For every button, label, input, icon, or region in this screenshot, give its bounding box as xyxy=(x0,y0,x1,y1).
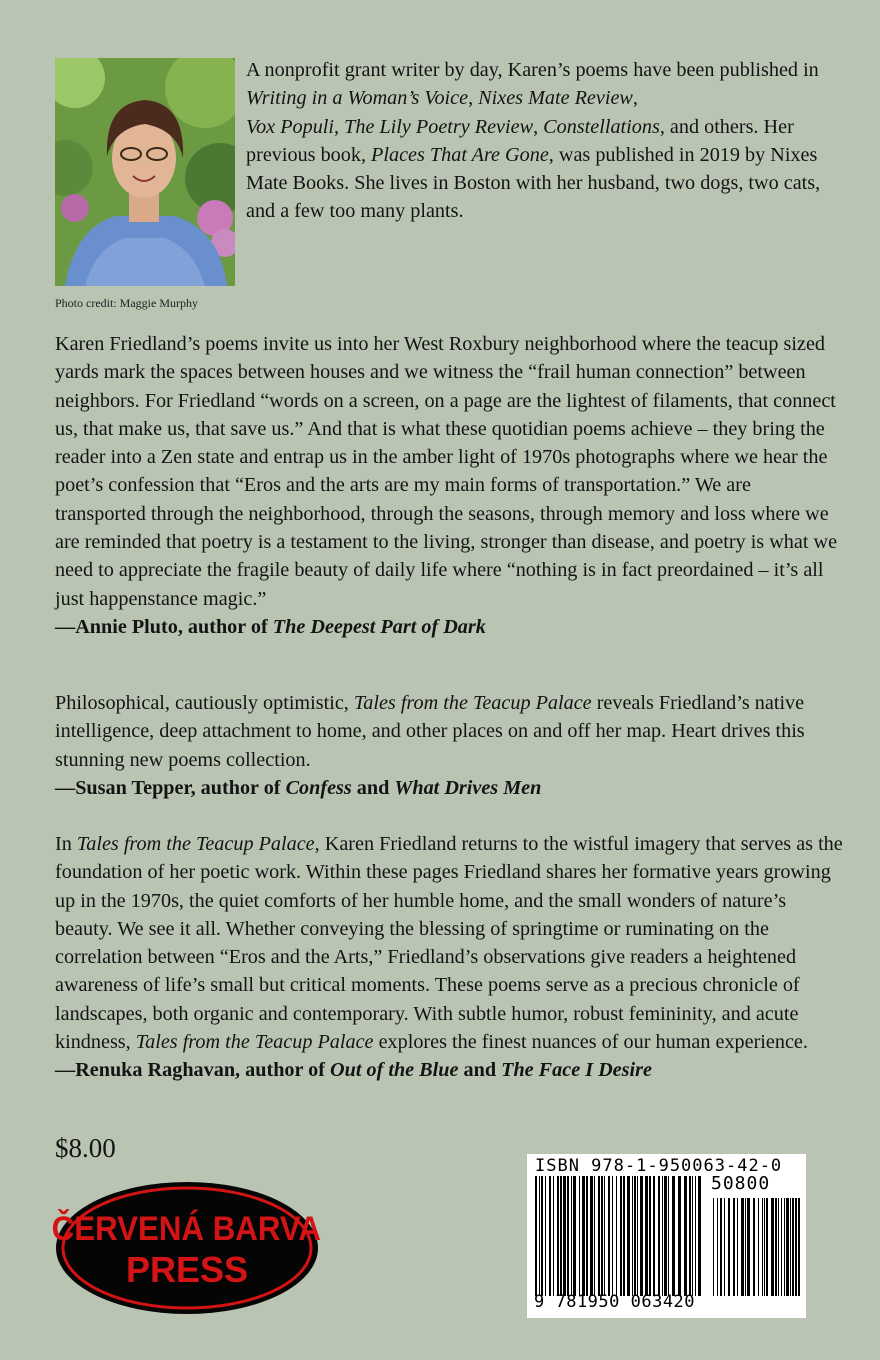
blurb-tepper-text: Philosophical, cautiously optimistic, Tales from the Teacup Palace reveals Friedland’s native intelligence, deep attachment to home, and other places on and off her map. Heart drives this stunning new poems collection. xyxy=(55,692,805,771)
barcode-bar xyxy=(695,1176,696,1296)
barcode-bar xyxy=(541,1176,543,1296)
barcode-bar xyxy=(737,1198,738,1296)
barcode-bar xyxy=(545,1176,546,1296)
barcode-bar xyxy=(771,1198,774,1296)
blurb-tepper-attribution: —Susan Tepper, author of Confess and What Drives Men xyxy=(55,776,542,799)
book-price: $8.00 xyxy=(55,1133,116,1163)
barcode-bar xyxy=(733,1198,735,1296)
barcode-bar xyxy=(728,1198,730,1296)
blurb-pluto xyxy=(55,330,845,641)
barcode-bar xyxy=(741,1198,744,1296)
barcode-bar xyxy=(698,1176,701,1296)
barcode-bar xyxy=(586,1176,588,1296)
author-photo-image xyxy=(55,58,235,286)
barcode-bar xyxy=(790,1198,791,1296)
photo-credit: Photo credit: Maggie Murphy xyxy=(55,296,198,310)
barcode-bar xyxy=(582,1176,585,1296)
barcode-bar xyxy=(604,1176,605,1296)
barcode-bar xyxy=(627,1176,630,1296)
author-photo xyxy=(55,58,235,286)
barcode-bar xyxy=(798,1198,800,1296)
barcode-bar xyxy=(672,1176,675,1296)
barcode-bar xyxy=(539,1176,540,1296)
barcode-bar xyxy=(567,1176,569,1296)
blurb-raghavan-text: In Tales from the Teacup Palace, Karen Friedland returns to the wistful imagery that serves as the foundation of her poetic work. Within these pages Friedland shares her formative years growing up in the 1970s, the quiet comforts of her humble home, and the small wonders of nature’s beauty. We see it all. Whether conveying the blessing of springtime or ruminating on the correlation between “Eros and the Arts,” Friedland’s observations give readers a heightened awareness of life’s small but critical moments. These poems serve as a precious chronicle of landscapes, both organic and contemporary. With subtle humor, robust femininity, and acute kindness, Tales from the Teacup Palace explores the finest nuances of our human experience. xyxy=(55,833,843,1054)
barcode-bar xyxy=(717,1198,718,1296)
barcode-bar xyxy=(571,1176,572,1296)
barcode-bar xyxy=(637,1176,638,1296)
ean-digits: 9 781950 063420 xyxy=(534,1292,696,1312)
barcode-bar xyxy=(720,1198,722,1296)
barcode-bar xyxy=(557,1176,559,1296)
blurb-raghavan-attribution: —Renuka Raghavan, author of Out of the Blue and The Face I Desire xyxy=(55,1059,652,1082)
barcode-bar xyxy=(713,1198,714,1296)
barcode-bar xyxy=(640,1176,643,1296)
barcode-bar xyxy=(664,1176,667,1296)
publisher-line2: PRESS xyxy=(125,1249,249,1290)
blurb-tepper xyxy=(55,689,845,802)
barcode-bar xyxy=(620,1176,622,1296)
barcode-bar xyxy=(684,1176,687,1296)
barcode-bar xyxy=(608,1176,610,1296)
barcode-bar xyxy=(594,1176,595,1296)
barcode-bar xyxy=(745,1198,746,1296)
price-code: 50800 xyxy=(711,1173,771,1194)
barcode-bar xyxy=(689,1176,691,1296)
barcode-bar xyxy=(549,1176,551,1296)
isbn-label: ISBN 978-1-950063-42-0 xyxy=(535,1156,783,1176)
barcode-bar xyxy=(616,1176,617,1296)
barcode-bar xyxy=(579,1176,580,1296)
barcode-bar xyxy=(573,1176,576,1296)
barcode-bar xyxy=(612,1176,613,1296)
barcode-bar xyxy=(753,1198,755,1296)
barcode-bar xyxy=(560,1176,562,1296)
barcode-bar xyxy=(563,1176,566,1296)
barcode-bar xyxy=(535,1176,537,1296)
barcode-bar xyxy=(668,1176,669,1296)
publisher-logo xyxy=(52,1178,322,1323)
blurb-pluto-text: Karen Friedland’s poems invite us into her West Roxbury neighborhood where the teacup sized yards mark the spaces between houses and we witness the “frail human connection” between neighbors. For Friedland “words on a screen, on a page are the lightest of filaments, that connect us, that make us, that save us.” And that is what these quotidian poems achieve – they bring the reader into a Zen state and entrap us in the amber light of 1970s photographs where we hear the poet’s confession that “Eros and the arts are my main forms of transportation.” We are transported through the neighborhood, through the seasons, through memory and loss where we are reminded that poetry is a testament to the living, stronger than disease, and poetry is what we need to appreciate the fragile beauty of daily life where “nothing is in fact preordained – it’s all just happenstance magic.” xyxy=(55,333,838,610)
barcode-bar xyxy=(658,1176,660,1296)
barcode-bar xyxy=(692,1176,693,1296)
barcode-bar xyxy=(778,1198,779,1296)
logo-ellipse-outer xyxy=(56,1182,318,1314)
barcode-bar xyxy=(775,1198,777,1296)
barcode-bar xyxy=(632,1176,633,1296)
barcode-bar xyxy=(724,1198,725,1296)
barcode-bar xyxy=(649,1176,651,1296)
barcode-bar xyxy=(590,1176,593,1296)
barcode-bar xyxy=(653,1176,655,1296)
barcode-bar xyxy=(623,1176,625,1296)
barcode-bar xyxy=(784,1198,785,1296)
barcode-bar xyxy=(645,1176,648,1296)
barcode-bar xyxy=(766,1198,768,1296)
barcode-bar xyxy=(792,1198,794,1296)
barcode-bar xyxy=(747,1198,750,1296)
barcode-bar xyxy=(762,1198,763,1296)
barcode-bar xyxy=(764,1198,765,1296)
author-bio: A nonprofit grant writer by day, Karen’s poems have been published in Writing in a Woman’s Voice, Nixes Mate Review, Vox Populi, The Lily Poetry Review, Constellations, and others. Her previous book, Places That Are Gone, was published in 2019 by Nixes Mate Books. She lives in Boston with her husband, two dogs, two cats, and a few too many plants. xyxy=(246,59,821,223)
publisher-line1: ČERVENÁ BARVA xyxy=(52,1208,321,1248)
barcode-bar xyxy=(678,1176,681,1296)
barcode-bar xyxy=(758,1198,759,1296)
barcode-bar xyxy=(781,1198,782,1296)
barcode-bar xyxy=(634,1176,636,1296)
barcode-bar xyxy=(553,1176,554,1296)
barcode-bar xyxy=(662,1176,663,1296)
barcode-bar xyxy=(601,1176,603,1296)
blurb-pluto-attribution: —Annie Pluto, author of The Deepest Part of Dark xyxy=(55,615,486,638)
barcode-bar xyxy=(795,1198,797,1296)
barcode-bar xyxy=(598,1176,600,1296)
barcode-bar xyxy=(786,1198,789,1296)
blurb-raghavan xyxy=(55,830,845,1085)
